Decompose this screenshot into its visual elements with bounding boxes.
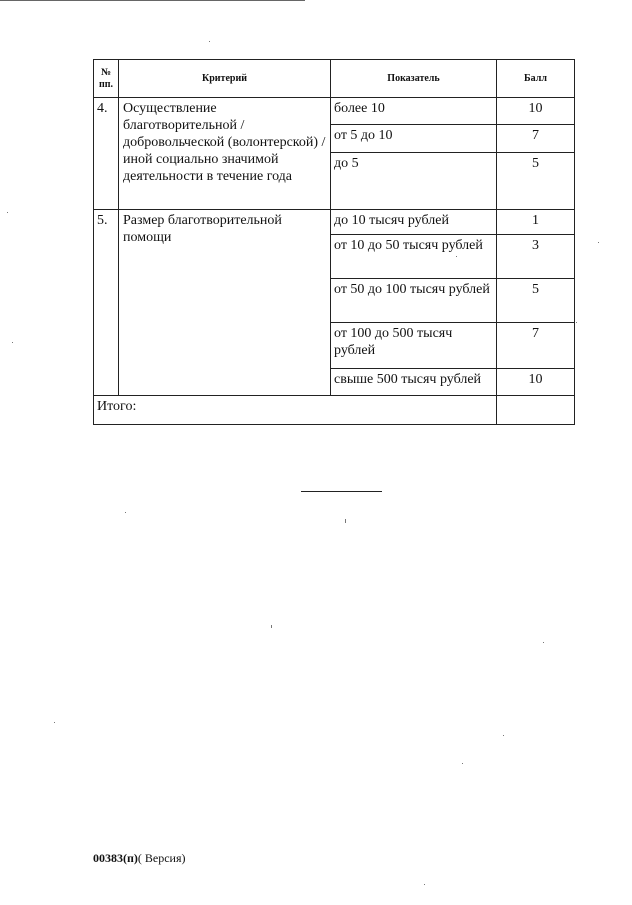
total-row xyxy=(94,396,575,425)
scan-speck xyxy=(54,722,55,723)
scan-speck xyxy=(12,342,13,343)
indicator-cell: до 5 xyxy=(331,153,497,210)
criterion-number: 4. xyxy=(94,98,119,210)
indicator-cell: от 100 до 500 тысяч рублей xyxy=(331,323,497,369)
scan-speck xyxy=(503,735,504,736)
scan-speck xyxy=(7,212,8,213)
indicator-cell: от 50 до 100 тысяч рублей xyxy=(331,279,497,323)
scan-speck xyxy=(209,41,210,42)
total-label: Итого: xyxy=(94,396,497,425)
points-cell: 10 xyxy=(497,369,575,396)
header-points: Балл xyxy=(497,60,575,98)
table-row xyxy=(94,210,575,235)
indicator-cell: свыше 500 тысяч рублей xyxy=(331,369,497,396)
table-header-row xyxy=(94,60,575,98)
indicator-cell: от 10 до 50 тысяч рублей xyxy=(331,235,497,279)
criteria-table xyxy=(93,59,575,425)
indicator-cell: до 10 тысяч рублей xyxy=(331,210,497,235)
points-cell: 3 xyxy=(497,235,575,279)
header-num: № пп. xyxy=(94,60,119,98)
scan-speck xyxy=(576,322,577,323)
document-version: ( Версия) xyxy=(137,851,186,865)
table-row xyxy=(94,98,575,125)
header-criterion: Критерий xyxy=(119,60,331,98)
total-value xyxy=(497,396,575,425)
criterion-text: Размер благотворительной помощи xyxy=(119,210,331,396)
document-code: 00383(п) xyxy=(93,851,138,865)
points-cell: 7 xyxy=(497,323,575,369)
points-cell: 5 xyxy=(497,153,575,210)
end-of-document-line xyxy=(301,491,382,492)
points-cell: 10 xyxy=(497,98,575,125)
criterion-number: 5. xyxy=(94,210,119,396)
page-top-rule xyxy=(0,0,305,1)
scan-speck xyxy=(598,242,599,243)
scan-speck xyxy=(125,512,126,513)
points-cell: 5 xyxy=(497,279,575,323)
indicator-cell: от 5 до 10 xyxy=(331,125,497,153)
header-indicator: Показатель xyxy=(331,60,497,98)
criterion-text: Осуществление благотворительной / добровольческой (волонтерской) / иной социально значимой деятельности в течение года xyxy=(119,98,331,210)
scan-speck xyxy=(345,519,346,523)
scan-speck xyxy=(543,642,544,643)
points-cell: 7 xyxy=(497,125,575,153)
indicator-cell: более 10 xyxy=(331,98,497,125)
scan-speck xyxy=(462,763,463,764)
points-cell: 1 xyxy=(497,210,575,235)
scan-speck xyxy=(424,884,425,885)
scan-speck xyxy=(456,256,457,257)
document-footer xyxy=(93,851,186,865)
scan-speck xyxy=(271,625,272,628)
